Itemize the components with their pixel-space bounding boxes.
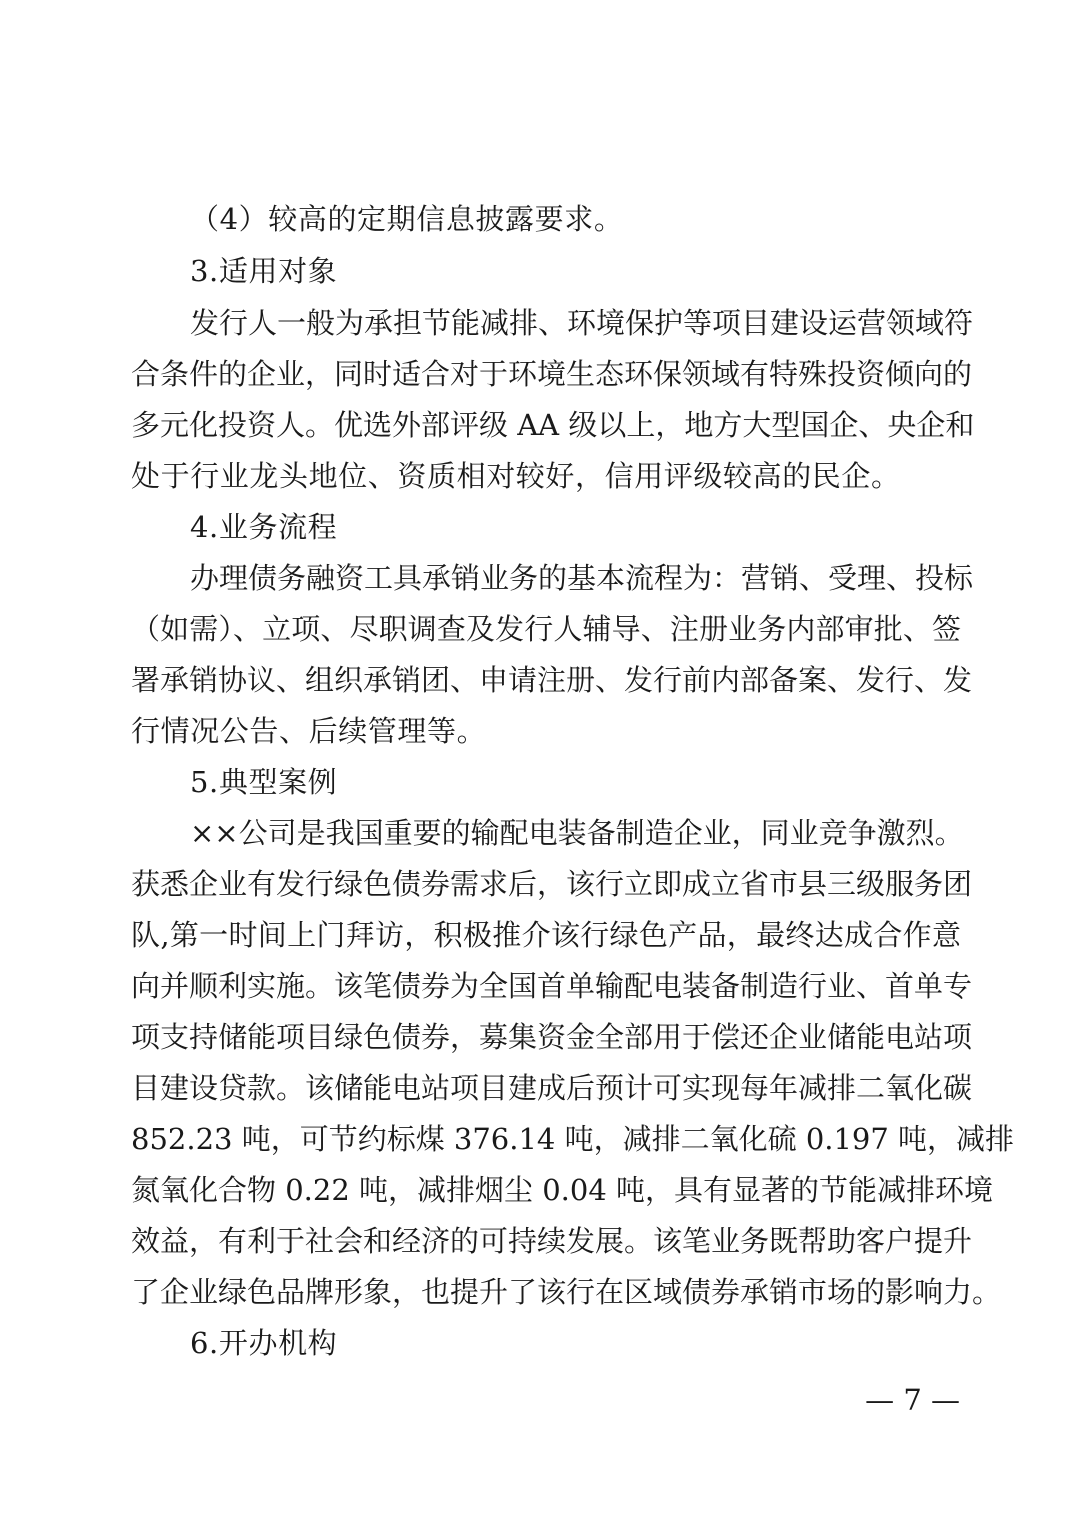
paragraph-line: 行情况公告、后续管理等。 — [131, 714, 487, 748]
paragraph-line: 队,第一时间上门拜访，积极推介该行绿色产品，最终达成合作意 — [131, 918, 961, 952]
section-heading-applicable-objects: 3.适用对象 — [190, 254, 338, 288]
paragraph-line: 办理债务融资工具承销业务的基本流程为：营销、受理、投标 — [190, 561, 974, 595]
page-number: — 7 — — [865, 1383, 960, 1417]
paragraph-line: 合条件的企业，同时适合对于环境生态环保领域有特殊投资倾向的 — [131, 357, 973, 391]
paragraph-line: 氮氧化合物 0.22 吨，减排烟尘 0.04 吨，具有显著的节能减排环境 — [131, 1173, 994, 1207]
paragraph-line: 署承销协议、组织承销团、申请注册、发行前内部备案、发行、发 — [131, 663, 973, 697]
paragraph-line: 目建设贷款。该储能电站项目建成后预计可实现每年减排二氧化碳 — [131, 1071, 973, 1105]
section-heading-typical-case: 5.典型案例 — [190, 765, 338, 799]
paragraph-line: 获悉企业有发行绿色债券需求后，该行立即成立省市县三级服务团 — [131, 867, 973, 901]
paragraph-line: 向并顺利实施。该笔债券为全国首单输配电装备制造行业、首单专 — [131, 969, 973, 1003]
paragraph-line: 852.23 吨，可节约标煤 376.14 吨，减排二氧化硫 0.197 吨，减排 — [131, 1122, 1015, 1156]
paragraph-line: 多元化投资人。优选外部评级 AA 级以上，地方大型国企、央企和 — [131, 408, 975, 442]
paragraph-line: 处于行业龙头地位、资质相对较好，信用评级较高的民企。 — [131, 459, 901, 493]
section-heading-institutions: 6.开办机构 — [190, 1326, 338, 1360]
paragraph-line: （如需）、立项、尽职调查及发行人辅导、注册业务内部审批、签 — [131, 612, 961, 646]
list-item-4: （4）较高的定期信息披露要求。 — [190, 202, 624, 236]
paragraph-line: 效益，有利于社会和经济的可持续发展。该笔业务既帮助客户提升 — [131, 1224, 973, 1258]
paragraph-line: ××公司是我国重要的输配电装备制造企业，同业竞争激烈。 — [190, 816, 964, 850]
paragraph-line: 发行人一般为承担节能减排、环境保护等项目建设运营领域符 — [190, 306, 974, 340]
section-heading-business-process: 4.业务流程 — [190, 510, 338, 544]
paragraph-line: 了企业绿色品牌形象，也提升了该行在区域债券承销市场的影响力。 — [131, 1275, 1002, 1309]
paragraph-line: 项支持储能项目绿色债券，募集资金全部用于偿还企业储能电站项 — [131, 1020, 973, 1054]
